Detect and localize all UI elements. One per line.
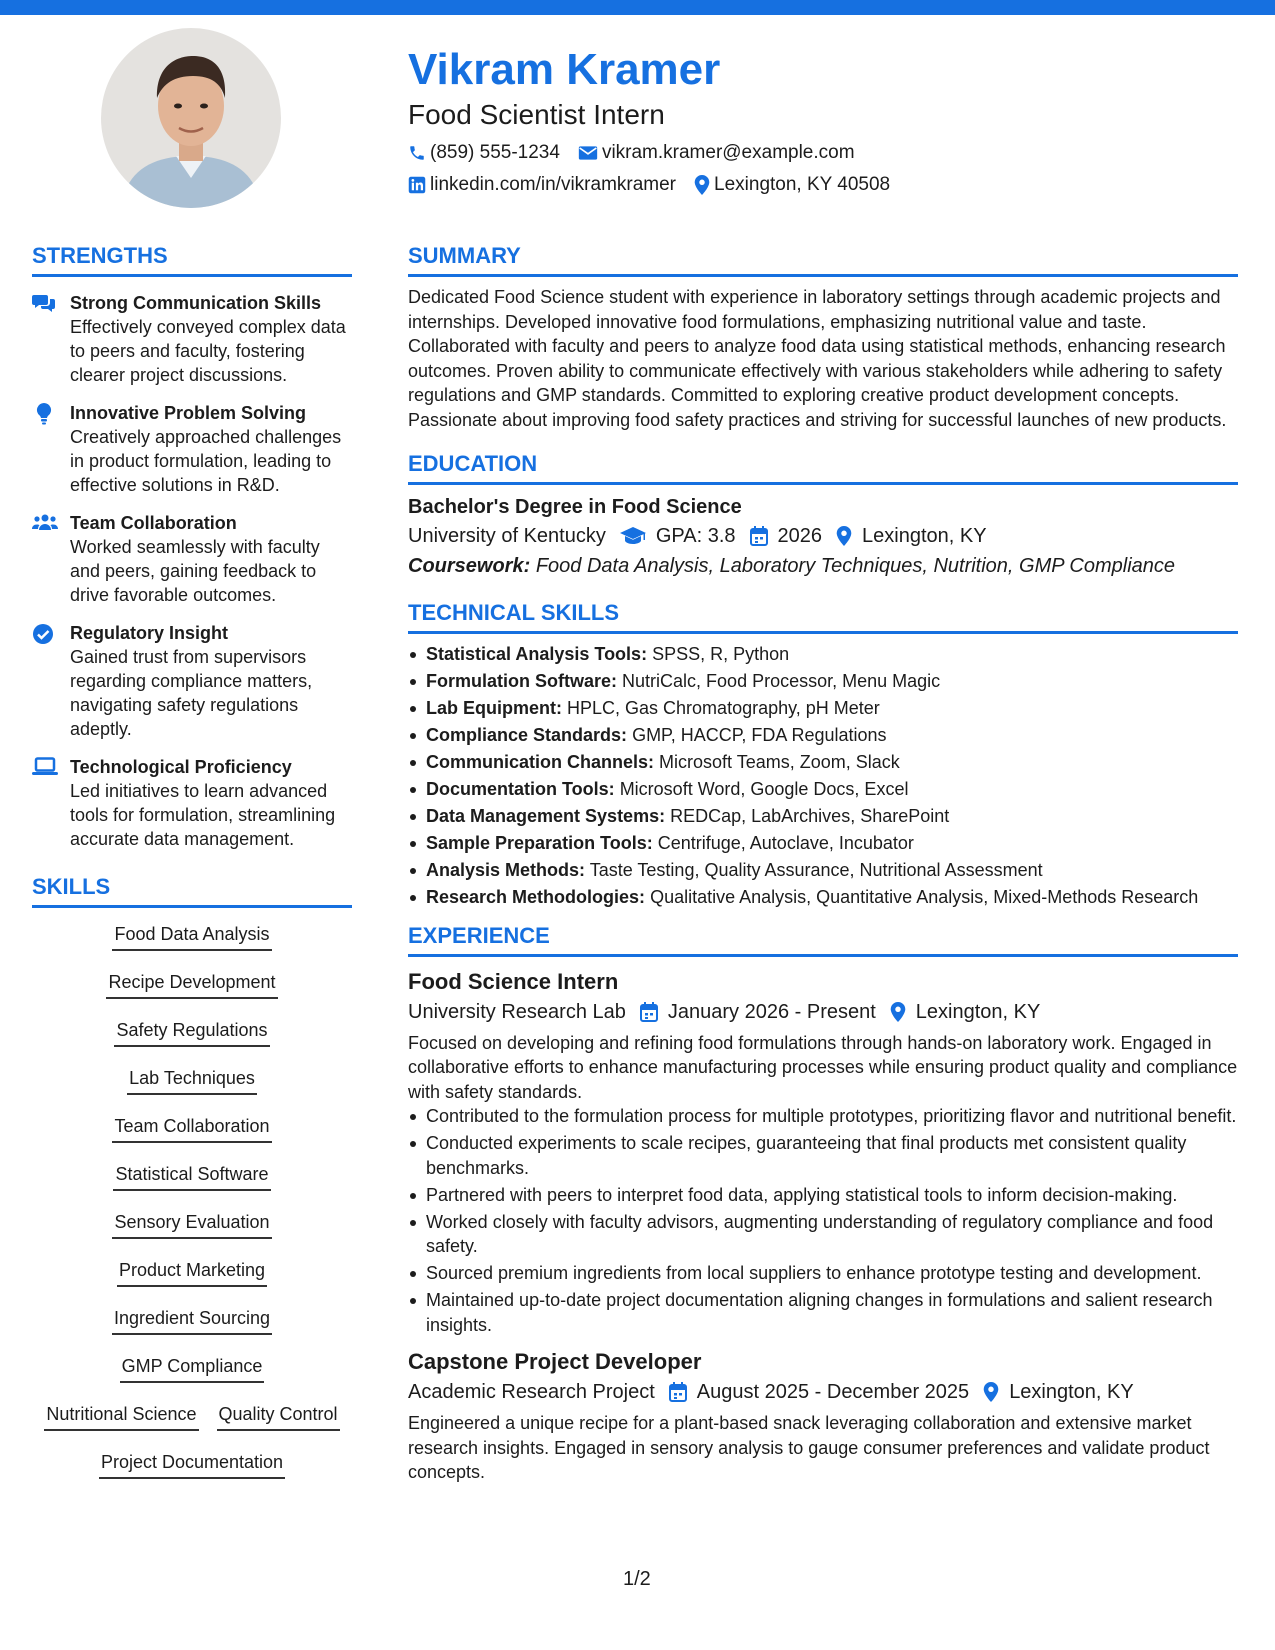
team-icon bbox=[32, 513, 58, 531]
calendar-icon bbox=[640, 1002, 658, 1022]
experience-heading: EXPERIENCE bbox=[408, 922, 1238, 957]
strength-item bbox=[32, 621, 352, 741]
skill-tag: GMP Compliance bbox=[120, 1352, 265, 1383]
phone-contact bbox=[408, 138, 560, 168]
list-item: Documentation Tools: Microsoft Word, Google Docs, Excel bbox=[408, 777, 1238, 802]
email-contact[interactable] bbox=[578, 138, 855, 168]
technical-skills-list bbox=[408, 642, 1238, 910]
page-number: 1/2 bbox=[623, 1568, 651, 1590]
left-column bbox=[32, 242, 352, 1496]
list-item: Analysis Methods: Taste Testing, Quality Assurance, Nutritional Assessment bbox=[408, 858, 1238, 883]
map-pin-icon bbox=[983, 1382, 999, 1402]
phone-icon bbox=[408, 144, 426, 162]
job-description: Focused on developing and refining food formulations through hands-on laboratory work. Engaged in collaborative efforts to enhance manufacturing processes while ensuring product quality and compliance with safety standards. bbox=[408, 1032, 1238, 1102]
skill-tag: Team Collaboration bbox=[112, 1112, 271, 1143]
job-org: Academic Research Project bbox=[408, 1381, 655, 1403]
coursework bbox=[408, 551, 1238, 581]
job-title: Food Science Intern bbox=[408, 968, 619, 994]
linkedin-icon bbox=[408, 176, 426, 194]
strength-desc: Gained trust from supervisors regarding compliance matters, navigating safety regulations adeptly. bbox=[70, 647, 313, 739]
skill-tag: Sensory Evaluation bbox=[112, 1208, 271, 1239]
email-text[interactable]: vikram.kramer@example.com bbox=[601, 142, 855, 163]
strength-title: Strong Communication Skills bbox=[70, 293, 322, 313]
linkedin-contact[interactable] bbox=[408, 170, 676, 200]
phone-text: (859) 555-1234 bbox=[430, 142, 560, 163]
job-org: University Research Lab bbox=[408, 1000, 626, 1023]
graduation-year: 2026 bbox=[777, 525, 823, 547]
education-heading: EDUCATION bbox=[408, 450, 1238, 485]
list-item: Compliance Standards: GMP, HACCP, FDA Regulations bbox=[408, 723, 1238, 748]
strength-item bbox=[32, 755, 352, 851]
skill-tag: Food Data Analysis bbox=[112, 920, 271, 951]
job-title: Capstone Project Developer bbox=[408, 1349, 702, 1374]
degree-title: Bachelor's Degree in Food Science bbox=[408, 496, 742, 518]
strength-item bbox=[32, 401, 352, 497]
strength-desc: Worked seamlessly with faculty and peers, gaining feedback to drive favorable outcomes. bbox=[70, 537, 320, 605]
list-item: Maintained up-to-date project documentation aligning changes in formulations and salient research insights. bbox=[408, 1288, 1238, 1337]
strength-item bbox=[32, 291, 352, 387]
envelope-icon bbox=[578, 145, 598, 161]
map-pin-icon bbox=[890, 1002, 906, 1022]
right-column bbox=[408, 242, 1238, 1485]
laptop-icon bbox=[32, 757, 58, 777]
linkedin-text[interactable]: linkedin.com/in/vikramkramer bbox=[430, 174, 677, 195]
gpa-text: GPA: 3.8 bbox=[655, 525, 736, 547]
strength-item bbox=[32, 511, 352, 607]
skill-tag: Statistical Software bbox=[113, 1160, 270, 1191]
job-dates: August 2025 - December 2025 bbox=[696, 1381, 970, 1403]
list-item: Statistical Analysis Tools: SPSS, R, Python bbox=[408, 642, 1238, 667]
list-item: Conducted experiments to scale recipes, guaranteeing that final products met consistent quality benchmarks. bbox=[408, 1131, 1238, 1180]
list-item: Communication Channels: Microsoft Teams, Zoom, Slack bbox=[408, 750, 1238, 775]
skill-tag: Product Marketing bbox=[117, 1256, 267, 1287]
lightbulb-icon bbox=[35, 403, 53, 425]
job-dates: January 2026 - Present bbox=[667, 1000, 876, 1023]
list-item: Formulation Software: NutriCalc, Food Processor, Menu Magic bbox=[408, 669, 1238, 694]
chat-bubbles-icon bbox=[32, 293, 56, 313]
profile-photo bbox=[101, 28, 281, 208]
strength-desc: Led initiatives to learn advanced tools for formulation, streamlining accurate data management. bbox=[70, 781, 336, 849]
check-circle-icon bbox=[32, 623, 54, 645]
job-description: Engineered a unique recipe for a plant-based snack leveraging collaboration and extensive market research insights. Engaged in sensory analysis to gauge consumer preferences and validate product concepts. bbox=[408, 1413, 1210, 1482]
strength-title: Innovative Problem Solving bbox=[70, 403, 307, 423]
list-item: Lab Equipment: HPLC, Gas Chromatography, pH Meter bbox=[408, 696, 1238, 721]
candidate-name: Vikram Kramer bbox=[408, 45, 721, 94]
list-item: Sample Preparation Tools: Centrifuge, Autoclave, Incubator bbox=[408, 831, 1238, 856]
skill-tag: Quality Control bbox=[217, 1400, 340, 1431]
strengths-heading: STRENGTHS bbox=[32, 242, 352, 277]
education-location: Lexington, KY bbox=[862, 525, 987, 547]
job-bullets bbox=[408, 1104, 1238, 1337]
candidate-title: Food Scientist Intern bbox=[408, 99, 665, 130]
skill-tag: Recipe Development bbox=[106, 968, 277, 999]
calendar-icon bbox=[750, 526, 768, 546]
technical-skills-heading: TECHNICAL SKILLS bbox=[408, 599, 1238, 634]
skill-tag: Nutritional Science bbox=[44, 1400, 198, 1431]
strength-desc: Creatively approached challenges in product formulation, leading to effective solutions in R&D. bbox=[70, 427, 342, 495]
strength-desc: Effectively conveyed complex data to peers and faculty, fostering clearer project discussions. bbox=[70, 317, 346, 385]
calendar-icon bbox=[669, 1382, 687, 1402]
strength-title: Regulatory Insight bbox=[70, 623, 229, 643]
list-item: Research Methodologies: Qualitative Analysis, Quantitative Analysis, Mixed-Methods Research bbox=[408, 885, 1238, 910]
map-pin-icon bbox=[836, 526, 852, 546]
resume-header bbox=[408, 44, 1248, 200]
job-location: Lexington, KY bbox=[1009, 1381, 1134, 1403]
coursework-text: Food Data Analysis, Laboratory Techniques, Nutrition, GMP Compliance bbox=[535, 555, 1176, 577]
summary-heading: SUMMARY bbox=[408, 242, 1238, 277]
skills-list bbox=[32, 920, 352, 1496]
skill-tag: Lab Techniques bbox=[127, 1064, 257, 1095]
map-pin-icon bbox=[694, 175, 710, 195]
skill-tag: Project Documentation bbox=[99, 1448, 285, 1479]
skills-heading: SKILLS bbox=[32, 873, 352, 908]
list-item: Sourced premium ingredients from local suppliers to enhance prototype testing and development. bbox=[408, 1261, 1238, 1286]
list-item: Data Management Systems: REDCap, LabArchives, SharePoint bbox=[408, 804, 1238, 829]
summary-text: Dedicated Food Science student with experience in laboratory settings through academic projects and internships. Developed innovative food formulations, emphasizing nutritional value and taste. Collaborated with faculty and peers to analyze food data using statistical methods, enhancing research outcomes. Proven ability to communicate effectively with various stakeholders while adhering to safety regulations and GMP standards. Committed to exploring creative product development concepts. Passionate about improving food safety practices and striving for successful launches of new products. bbox=[408, 287, 1227, 430]
top-accent-bar bbox=[0, 0, 1275, 15]
graduation-cap-icon bbox=[620, 527, 646, 545]
skill-tag: Safety Regulations bbox=[114, 1016, 269, 1047]
list-item: Contributed to the formulation process for multiple prototypes, prioritizing flavor and nutritional benefit. bbox=[408, 1104, 1238, 1129]
list-item: Partnered with peers to interpret food data, applying statistical tools to inform decision-making. bbox=[408, 1183, 1238, 1208]
location-contact bbox=[694, 170, 890, 200]
coursework-label: Coursework: bbox=[408, 555, 531, 577]
school-name: University of Kentucky bbox=[408, 525, 606, 547]
list-item: Worked closely with faculty advisors, augmenting understanding of regulatory compliance and food safety. bbox=[408, 1210, 1238, 1259]
job-location: Lexington, KY bbox=[915, 1000, 1041, 1023]
strength-title: Team Collaboration bbox=[70, 513, 237, 533]
skill-tag: Ingredient Sourcing bbox=[112, 1304, 272, 1335]
strength-title: Technological Proficiency bbox=[70, 757, 292, 777]
location-text: Lexington, KY 40508 bbox=[714, 174, 891, 195]
